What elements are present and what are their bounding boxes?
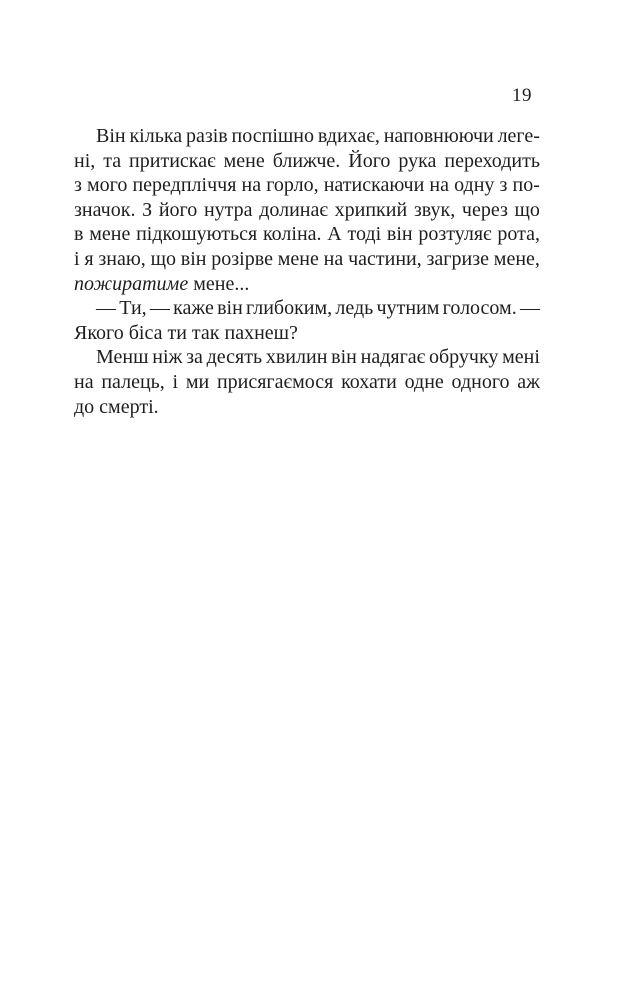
word: я xyxy=(84,247,94,270)
word: загризе xyxy=(426,247,489,270)
word: з xyxy=(74,174,82,197)
text-line xyxy=(74,247,540,272)
text-line xyxy=(74,395,540,420)
italic-word: пожиратиме xyxy=(74,272,189,295)
word: одного xyxy=(451,370,510,393)
word: хвилин xyxy=(265,346,328,369)
word: ледь xyxy=(335,297,374,320)
word: Його xyxy=(348,149,391,172)
word: мого xyxy=(87,174,128,197)
text-line xyxy=(74,124,540,149)
word: кохати xyxy=(341,370,397,393)
word: розтуляє xyxy=(418,223,492,246)
word: А xyxy=(327,223,342,246)
word: одну xyxy=(454,174,495,197)
word: розірве xyxy=(211,247,273,270)
word: в xyxy=(74,223,84,246)
word: глибоким, xyxy=(246,297,333,320)
text-line xyxy=(74,222,540,247)
word: передпліччя xyxy=(132,174,237,197)
word: мене xyxy=(89,223,131,246)
word: тоді xyxy=(347,223,382,246)
word: натискаючи xyxy=(323,174,425,197)
word: він xyxy=(180,247,207,270)
line-text: Якого біса ти так пахнеш? xyxy=(74,321,298,344)
word: леге- xyxy=(497,125,540,147)
word: аж xyxy=(517,370,540,393)
word: він xyxy=(386,223,413,246)
word: ми xyxy=(185,370,210,393)
word: та xyxy=(103,149,122,172)
text-line xyxy=(74,272,540,297)
word: і xyxy=(74,247,80,270)
word: долинає xyxy=(259,198,328,221)
word: нутра xyxy=(203,198,253,221)
word: разів xyxy=(185,125,228,147)
word: — xyxy=(96,297,116,320)
word: палець, xyxy=(101,370,165,393)
word: коліна. xyxy=(262,223,322,246)
text-line xyxy=(74,198,540,223)
word: надягає xyxy=(360,346,426,369)
word: що xyxy=(150,247,176,270)
word: переходить xyxy=(444,149,540,172)
word: рота, xyxy=(497,223,540,246)
word: поспішно xyxy=(231,125,314,147)
word: — xyxy=(149,297,170,320)
page-number: 19 xyxy=(512,85,532,106)
word: звук, xyxy=(413,198,456,221)
word: що xyxy=(514,198,540,221)
word: підкошуються xyxy=(136,223,258,246)
text-line xyxy=(74,345,540,370)
word: він xyxy=(331,346,357,369)
text-line xyxy=(74,149,540,174)
word: за xyxy=(186,346,203,369)
line-text: мене... xyxy=(188,272,250,295)
text-line xyxy=(74,321,540,346)
word: Менш xyxy=(96,346,149,369)
word: З xyxy=(142,198,153,221)
word: ніж xyxy=(152,346,183,369)
line-text: до смерті. xyxy=(74,395,159,418)
word: його xyxy=(158,198,198,221)
word: мені xyxy=(502,346,540,369)
body-text xyxy=(74,124,540,419)
text-line xyxy=(74,173,540,198)
word: знаю, xyxy=(98,247,146,270)
word: — xyxy=(519,297,540,320)
text-line xyxy=(74,370,540,395)
word: мене xyxy=(223,149,265,172)
word: з xyxy=(499,174,508,197)
word: через xyxy=(461,198,508,221)
text-line xyxy=(74,296,540,321)
word: на xyxy=(429,174,450,197)
word: на xyxy=(323,247,344,270)
word: частини, xyxy=(348,247,422,270)
word: одне xyxy=(404,370,444,393)
word: і xyxy=(172,370,179,393)
word: горло, xyxy=(266,174,319,197)
word: обручку xyxy=(428,346,499,369)
word: на xyxy=(74,370,94,393)
word: каже xyxy=(173,297,214,320)
word: мене, xyxy=(493,247,540,270)
word: ближче. xyxy=(272,149,341,172)
word: значок. xyxy=(74,198,136,221)
word: Ти, xyxy=(119,297,147,320)
word: ні, xyxy=(74,149,96,172)
word: Він xyxy=(96,125,126,147)
word: хрипкий xyxy=(334,198,408,221)
word: кілька xyxy=(129,125,183,147)
word: вдихає, xyxy=(317,125,380,147)
word: чутним xyxy=(376,297,440,320)
word: голосом. xyxy=(442,297,517,320)
word: мене xyxy=(277,247,319,270)
word: десять xyxy=(206,346,263,369)
word: по- xyxy=(512,174,540,197)
word: на xyxy=(241,174,262,197)
word: присягаємося xyxy=(216,370,334,393)
word: наповнюючи xyxy=(383,125,494,147)
word: притискає xyxy=(129,149,216,172)
word: він xyxy=(217,297,243,320)
word: рука xyxy=(398,149,437,172)
